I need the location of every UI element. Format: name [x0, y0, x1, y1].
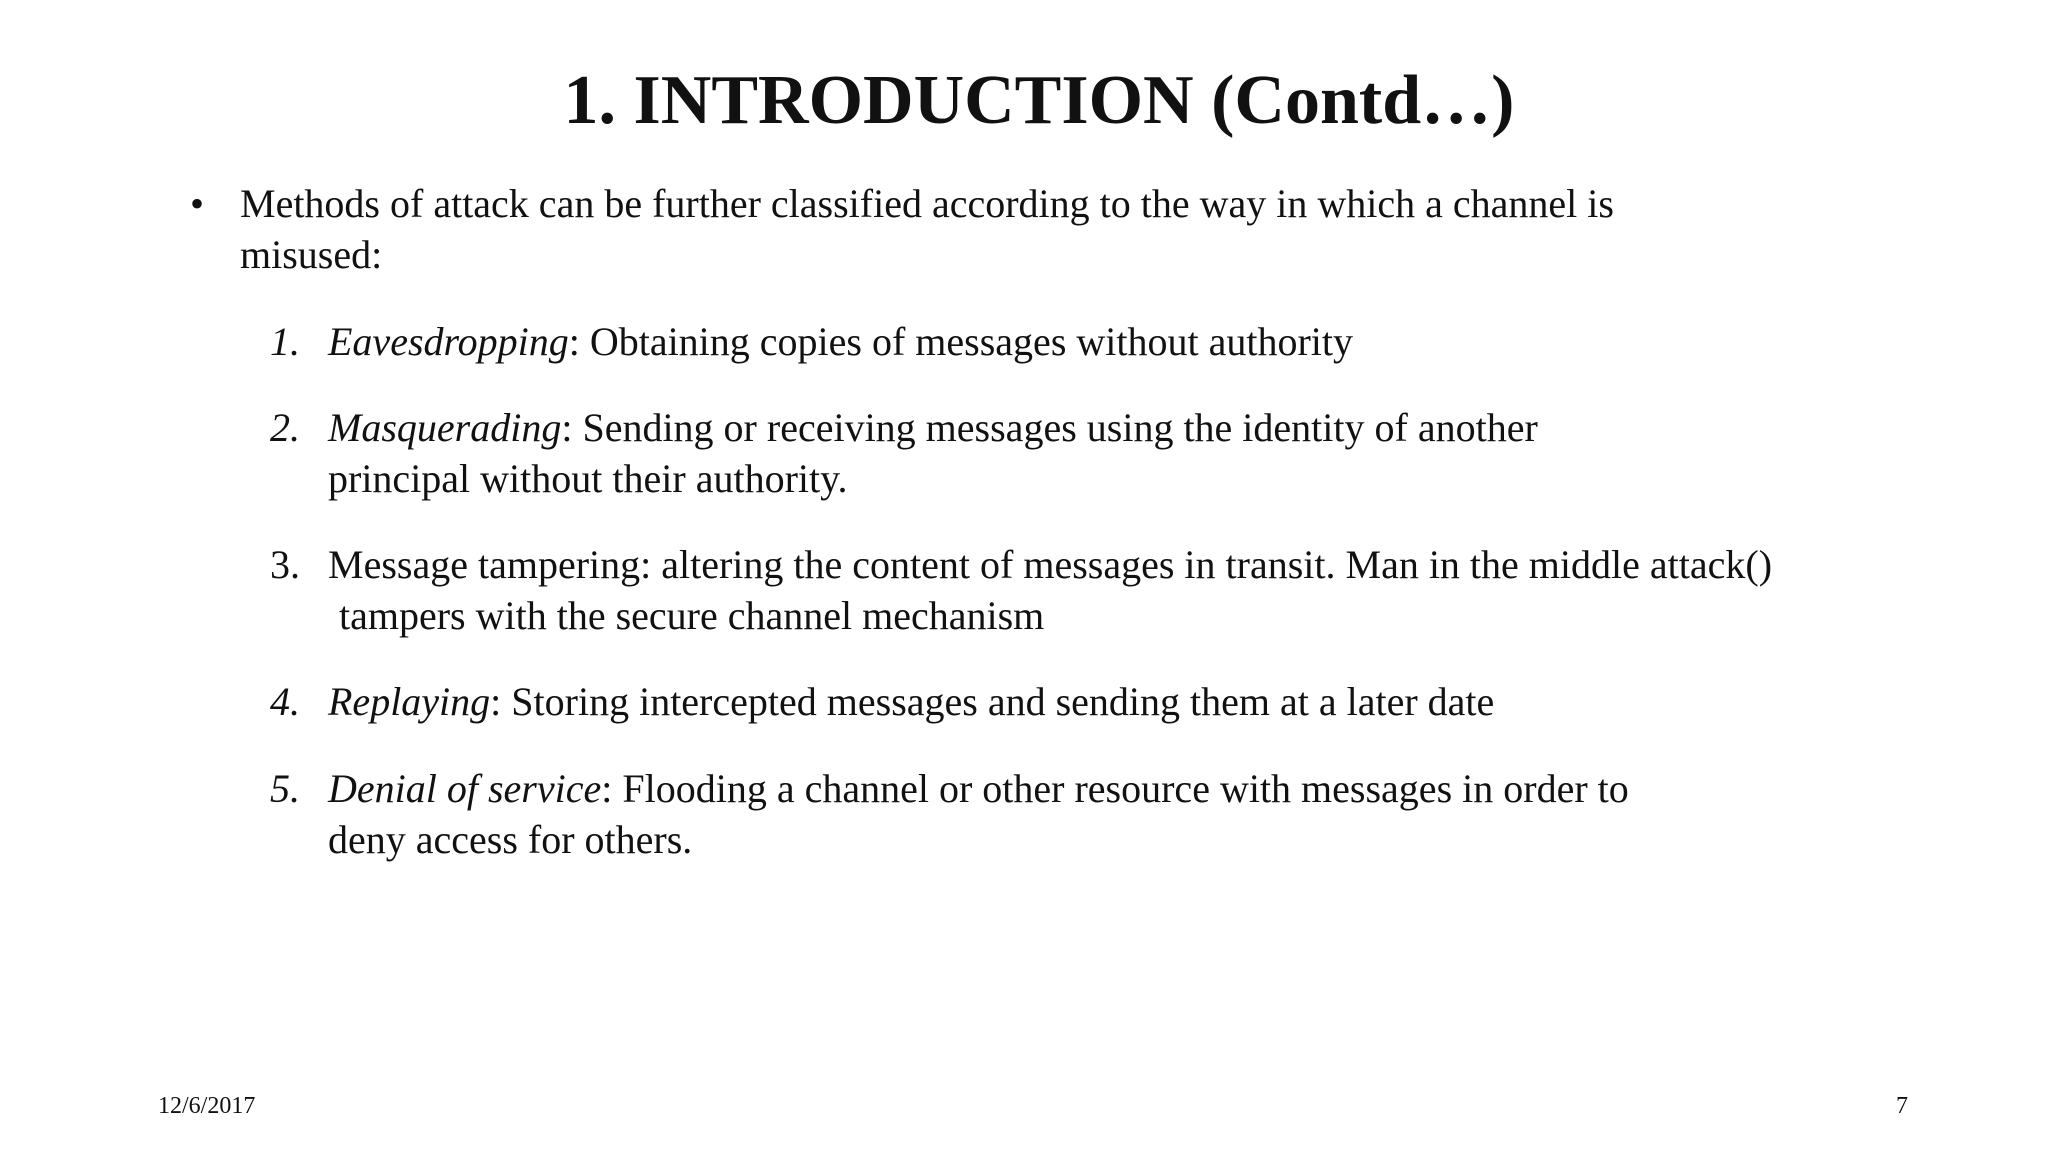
bullet-line-1: Methods of attack can be further classified according to the way in which a channel is — [240, 181, 1614, 226]
bullet-symbol: • — [190, 181, 205, 226]
bullet-text — [240, 178, 1790, 280]
item-term: Denial of service — [328, 766, 602, 811]
item-line-1: Message tampering: altering the content of messages in transit. Man in the middle attack() — [328, 542, 1773, 587]
item-number: 2. — [270, 405, 300, 450]
item-body — [328, 539, 1910, 641]
item-line-2: principal without their authority. — [328, 456, 848, 501]
list-item-denial-of-service — [270, 763, 1910, 865]
footer-date: 12/6/2017 — [158, 1093, 256, 1119]
item-description: : Obtaining copies of messages without authority — [568, 319, 1354, 364]
list-item-replaying — [270, 676, 1910, 727]
item-line-1 — [328, 316, 1910, 367]
item-body — [328, 402, 1910, 504]
item-body — [328, 763, 1910, 865]
slide-title: 1. INTRODUCTION (Contd…) — [563, 62, 1515, 139]
list-item-masquerading — [270, 402, 1910, 504]
item-description: : Flooding a channel or other resource with messages in order to — [601, 766, 1629, 811]
item-line-1 — [328, 763, 1910, 814]
list-item-eavesdropping — [270, 316, 1910, 367]
item-line-1 — [328, 402, 1910, 453]
item-description: : Storing intercepted messages and sending them at a later date — [490, 679, 1495, 724]
item-number: 4. — [270, 679, 300, 724]
item-line-2: tampers with the secure channel mechanism — [339, 593, 1045, 638]
item-term: Eavesdropping — [328, 319, 569, 364]
bullet-point — [190, 178, 1790, 280]
item-number: 5. — [270, 766, 300, 811]
item-line-1 — [328, 676, 1910, 727]
bullet-line-2: misused: — [240, 232, 383, 277]
item-number: 3. — [270, 542, 300, 587]
item-term: Masquerading — [328, 405, 562, 450]
list-item-message-tampering — [270, 539, 1910, 641]
item-line-2: deny access for others. — [328, 817, 693, 862]
item-term: Replaying — [328, 679, 491, 724]
item-number: 1. — [270, 319, 300, 364]
item-body — [328, 316, 1910, 367]
footer-page-number: 7 — [1896, 1093, 1908, 1119]
item-description: : Sending or receiving messages using the identity of another — [561, 405, 1538, 450]
item-body — [328, 676, 1910, 727]
